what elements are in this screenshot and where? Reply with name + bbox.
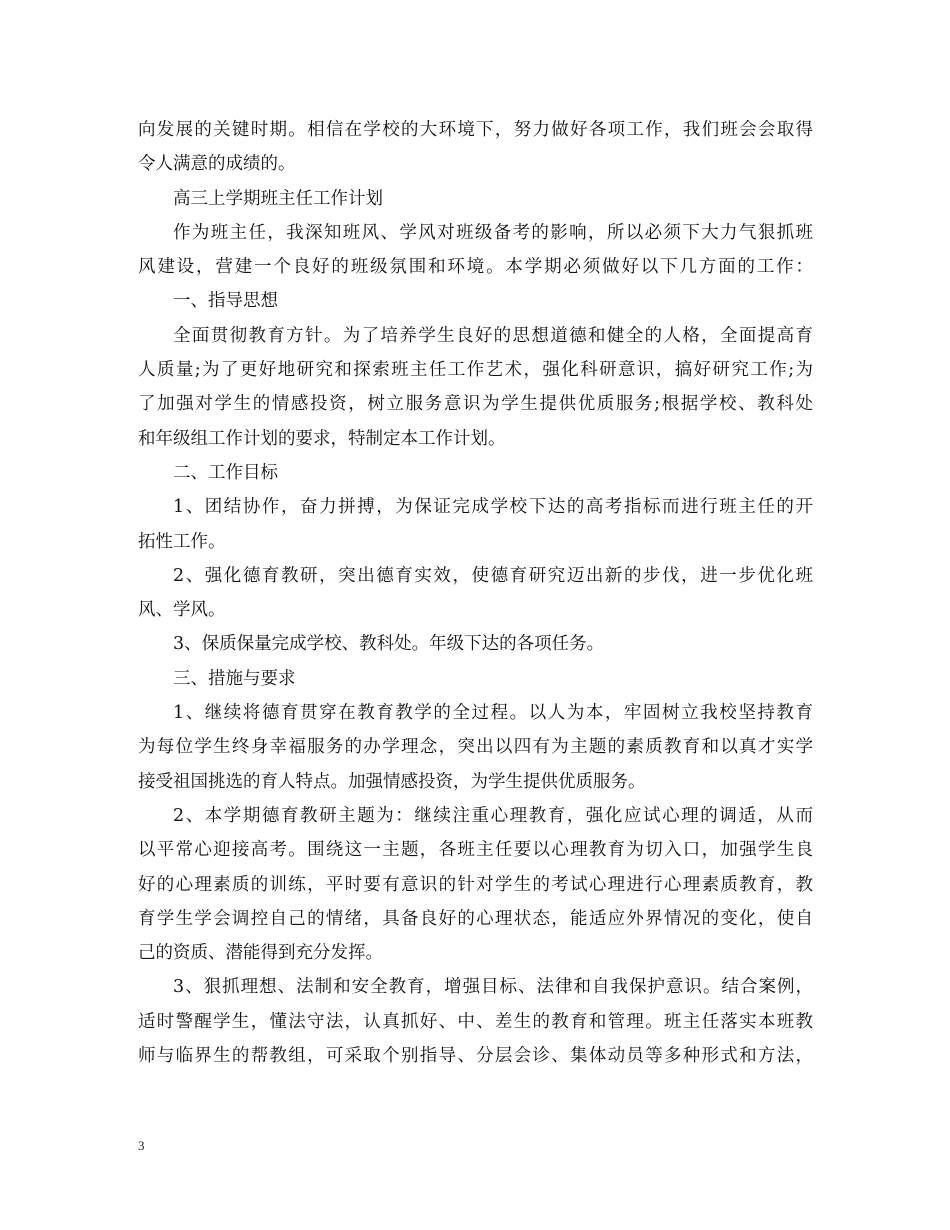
section-heading: 高三上学期班主任工作计划 bbox=[173, 188, 383, 209]
section-heading: 二、工作目标 bbox=[173, 462, 278, 483]
paragraph-line: 3、狠抓理想、法制和安全教育，增强目标、法律和自我保护意识。结合案例， bbox=[173, 977, 813, 998]
paragraph-line: 向发展的关键时期。相信在学校的大环境下，努力做好各项工作，我们班会会取得 bbox=[138, 120, 813, 140]
document-body bbox=[138, 113, 813, 1073]
paragraph-line: 育学生学会调控自己的情绪，具备良好的心理状态，能适应外界情况的变化，使自 bbox=[138, 908, 813, 929]
paragraph-line: 风建设，营建一个良好的班级氛围和环境。本学期必须做好以下几方面的工作： bbox=[138, 257, 813, 278]
paragraph-line: 了加强对学生的情感投资，树立服务意识为学生提供优质服务;根据学校、教科处 bbox=[138, 394, 813, 415]
paragraph-line: 全面贯彻教育方针。为了培养学生良好的思想道德和健全的人格，全面提高育 bbox=[173, 325, 813, 346]
paragraph-line: 2、本学期德育教研主题为：继续注重心理教育，强化应试心理的调适，从而 bbox=[173, 805, 813, 826]
paragraph-line: 人质量;为了更好地研究和探索班主任工作艺术，强化科研意识，搞好研究工作;为 bbox=[138, 360, 813, 381]
paragraph-line: 拓性工作。 bbox=[138, 531, 226, 552]
paragraph-line: 以平常心迎接高考。围绕这一主题，各班主任要以心理教育为切入口，加强学生良 bbox=[138, 840, 813, 861]
paragraph-line: 风、学风。 bbox=[138, 600, 226, 621]
paragraph-line: 为每位学生终身幸福服务的办学理念，突出以四有为主题的素质教育和以真才实学 bbox=[138, 737, 813, 758]
section-heading: 一、指导思想 bbox=[173, 291, 278, 312]
paragraph-line: 接受祖国挑选的育人特点。加强情感投资，为学生提供优质服务。 bbox=[138, 771, 646, 792]
paragraph-line: 2、强化德育教研，突出德育实效，使德育研究迈出新的步伐，进一步优化班 bbox=[173, 565, 813, 586]
paragraph-line: 3、保质保量完成学校、教科处。年级下达的各项任务。 bbox=[173, 634, 605, 655]
paragraph-line: 1、继续将德育贯穿在教育教学的全过程。以人为本，牢固树立我校坚持教育 bbox=[173, 703, 813, 724]
paragraph-line: 适时警醒学生，懂法守法，认真抓好、中、差生的教育和管理。班主任落实本班教 bbox=[138, 1011, 813, 1032]
page-number: 3 bbox=[138, 1138, 145, 1153]
paragraph-line: 和年级组工作计划的要求，特制定本工作计划。 bbox=[138, 428, 506, 449]
paragraph-line: 令人满意的成绩的。 bbox=[138, 154, 296, 175]
section-heading: 三、措施与要求 bbox=[173, 668, 296, 689]
paragraph-line: 作为班主任，我深知班风、学风对班级备考的影响，所以必须下大力气狠抓班 bbox=[173, 222, 813, 243]
paragraph-line: 己的资质、潜能得到充分发挥。 bbox=[138, 943, 383, 964]
paragraph-line: 1、团结协作，奋力拼搏，为保证完成学校下达的高考指标而进行班主任的开 bbox=[173, 497, 813, 518]
paragraph-line: 师与临界生的帮教组，可采取个别指导、分层会诊、集体动员等多种形式和方法， bbox=[138, 1046, 813, 1067]
paragraph-line: 好的心理素质的训练，平时要有意识的针对学生的考试心理进行心理素质教育，教 bbox=[138, 874, 813, 895]
